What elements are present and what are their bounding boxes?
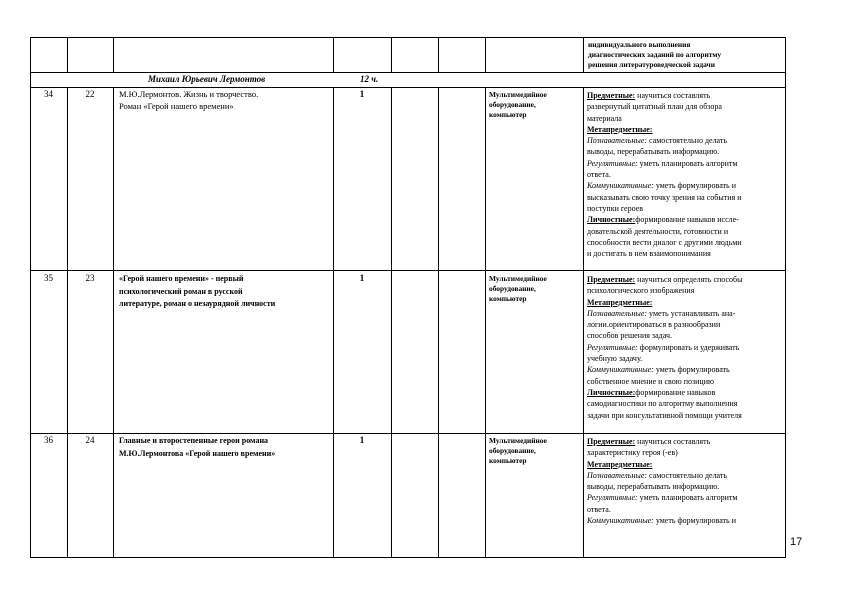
result-text: способов решения задач.: [587, 331, 672, 341]
result-text: материала: [587, 113, 622, 123]
result-line: [587, 470, 785, 481]
col-border: [583, 37, 584, 72]
result-line: [587, 113, 785, 124]
result-text: самодиагностики по алгоритму выполнения: [587, 399, 738, 409]
result-category: Предметные:: [587, 91, 636, 100]
col-border: [391, 87, 392, 558]
text-line: Мультимедийное: [489, 274, 547, 283]
lesson-hours: 1: [359, 435, 365, 445]
row-border: [30, 270, 786, 271]
result-line: [587, 364, 785, 375]
result-subcategory: Регулятивные:: [587, 342, 638, 352]
row-border: [30, 557, 786, 558]
lesson-number: 34: [44, 89, 53, 99]
col-border: [67, 87, 68, 558]
col-border: [333, 87, 334, 558]
result-text: выводы, перерабатывать информацию.: [587, 482, 720, 492]
section-author: Михаил Юрьевич Лермонтов: [148, 74, 266, 84]
text-line: решения литературоведческой задачи: [588, 60, 715, 70]
result-text: уметь формулировать и: [653, 181, 736, 191]
result-text: ответа.: [587, 170, 611, 180]
col-border: [113, 87, 114, 558]
result-text: научиться составлять: [635, 437, 711, 446]
text-line: Роман «Герой нашего времени»: [119, 100, 234, 111]
result-text: научиться определять способы: [635, 275, 743, 284]
result-line: [587, 192, 785, 203]
text-line: диагностических заданий по алгоритму: [588, 50, 722, 60]
row-border: [30, 37, 786, 38]
text-line: компьютер: [489, 110, 527, 120]
col-border: [583, 87, 584, 558]
text-line: литературе, роман о незаурядной личности: [119, 299, 276, 308]
header-results: [588, 40, 783, 71]
result-category: Метапредметные:: [587, 297, 653, 307]
result-text: учебную задачу.: [587, 354, 643, 364]
topic-number: 24: [85, 435, 95, 445]
result-category: Предметные:: [587, 437, 636, 446]
result-subcategory: Познавательные:: [587, 308, 648, 318]
result-line: [587, 158, 785, 169]
result-line: [587, 90, 785, 101]
lesson-plan-table: [30, 37, 786, 558]
result-line: [587, 492, 785, 503]
text-line: оборудование,: [489, 284, 536, 294]
text-line: индивидуального выполнения: [588, 40, 691, 49]
result-subcategory: Познавательные:: [587, 470, 648, 480]
result-line: [587, 459, 785, 470]
result-line: [587, 504, 785, 515]
result-text: формирование навыков: [635, 387, 716, 397]
result-line: [587, 146, 785, 157]
result-text: довательской деятельности, готовности и: [587, 226, 729, 236]
text-line: оборудование,: [489, 446, 536, 456]
lesson-topic: [119, 435, 331, 460]
result-line: [587, 447, 785, 458]
result-line: [587, 342, 785, 353]
result-text: психологического изображения: [587, 286, 695, 296]
result-text: уметь планировать алгоритм: [637, 158, 738, 168]
result-text: самостоятельно делать: [647, 470, 728, 480]
result-text: уметь планировать алгоритм: [637, 493, 738, 503]
result-category: Предметные:: [587, 275, 636, 284]
result-line: [587, 135, 785, 146]
text-line: Мультимедийное: [489, 436, 547, 445]
result-text: научиться составлять: [635, 91, 711, 100]
text-line: оборудование,: [489, 100, 536, 110]
planned-results: [587, 90, 785, 259]
text-line: компьютер: [489, 294, 527, 304]
planned-results: [587, 436, 785, 526]
col-border: [438, 37, 439, 72]
result-category: Личностные:: [587, 215, 636, 225]
result-text: самостоятельно делать: [647, 136, 728, 146]
result-line: [587, 353, 785, 364]
result-line: [587, 436, 785, 447]
lesson-topic: [119, 273, 331, 311]
result-subcategory: Коммуникативные:: [587, 365, 654, 375]
text-line: компьютер: [489, 456, 527, 466]
result-subcategory: Коммуникативные:: [587, 516, 654, 526]
equipment: [489, 436, 581, 467]
result-text: формирование навыков иссле-: [635, 215, 739, 225]
text-line: психологический роман в русской: [119, 286, 243, 296]
lesson-number: 35: [44, 273, 53, 283]
result-category: Метапредметные:: [587, 459, 653, 469]
result-subcategory: Познавательные:: [587, 136, 648, 146]
result-line: [587, 297, 785, 308]
row-border: [30, 72, 786, 73]
result-subcategory: Регулятивные:: [587, 158, 638, 168]
result-line: [587, 410, 785, 421]
result-line: [587, 180, 785, 191]
text-line: «Герой нашего времени» - первый: [119, 274, 244, 283]
equipment: [489, 274, 581, 305]
text-line: М.Ю.Лермонтова «Герой нашего времени»: [119, 448, 276, 458]
result-category: Метапредметные:: [587, 124, 653, 134]
text-line: Главные и второстепенные герои романа: [119, 436, 269, 445]
result-text: формулировать и удерживать: [637, 342, 740, 352]
result-line: [587, 319, 785, 330]
row-border: [30, 433, 786, 434]
col-border: [391, 37, 392, 72]
topic-number: 23: [85, 273, 95, 283]
result-line: [587, 387, 785, 398]
result-line: [587, 515, 785, 526]
result-subcategory: Регулятивные:: [587, 493, 638, 503]
col-border: [67, 37, 68, 72]
result-text: способности вести диалог с другими людьми: [587, 237, 742, 247]
lesson-number: 36: [44, 435, 53, 445]
lesson-hours: 1: [359, 89, 365, 99]
result-line: [587, 101, 785, 112]
col-border: [333, 37, 334, 72]
result-text: высказывать свою точку зрения на события и: [587, 192, 742, 202]
page-number: 17: [790, 536, 803, 548]
result-line: [587, 330, 785, 341]
result-line: [587, 237, 785, 248]
result-line: [587, 214, 785, 225]
col-border: [485, 37, 486, 72]
result-text: характеристику героя (-ев): [587, 448, 678, 458]
result-text: поступки героев: [587, 203, 644, 213]
result-text: выводы, перерабатывать информацию.: [587, 147, 720, 157]
result-text: ответа.: [587, 504, 611, 514]
section-hours: 12 ч.: [360, 74, 379, 84]
col-border: [113, 37, 114, 72]
col-border: [438, 87, 439, 558]
result-text: и достигать в нем взаимопонимания: [587, 249, 711, 259]
result-text: уметь формулировать: [653, 365, 730, 375]
result-line: [587, 308, 785, 319]
result-text: логии.ориентироваться в разнообразии: [587, 320, 721, 330]
result-category: Личностные:: [587, 387, 636, 397]
result-line: [587, 481, 785, 492]
col-border: [485, 87, 486, 558]
result-text: задачи при консультативной помощи учителя: [587, 410, 742, 420]
lesson-topic: [119, 89, 331, 112]
result-line: [587, 226, 785, 237]
topic-number: 22: [85, 89, 95, 99]
result-subcategory: Коммуникативные:: [587, 181, 654, 191]
text-line: Мультимедийное: [489, 90, 547, 99]
result-line: [587, 248, 785, 259]
text-line: М.Ю.Лермонтов. Жизнь и творчество.: [119, 89, 259, 99]
result-text: уметь устанавливать ана-: [647, 308, 736, 318]
result-line: [587, 203, 785, 214]
col-border: [30, 37, 31, 558]
result-line: [587, 169, 785, 180]
result-text: уметь формулировать и: [653, 516, 736, 526]
result-text: развернутый цитатный план для обзора: [587, 102, 722, 112]
result-line: [587, 285, 785, 296]
row-border: [30, 87, 786, 88]
col-border: [785, 37, 786, 558]
equipment: [489, 90, 581, 121]
result-line: [587, 398, 785, 409]
result-text: собственное мнение и свою позицию: [587, 376, 714, 386]
result-line: [587, 376, 785, 387]
result-line: [587, 124, 785, 135]
lesson-hours: 1: [359, 273, 365, 283]
result-line: [587, 274, 785, 285]
planned-results: [587, 274, 785, 421]
